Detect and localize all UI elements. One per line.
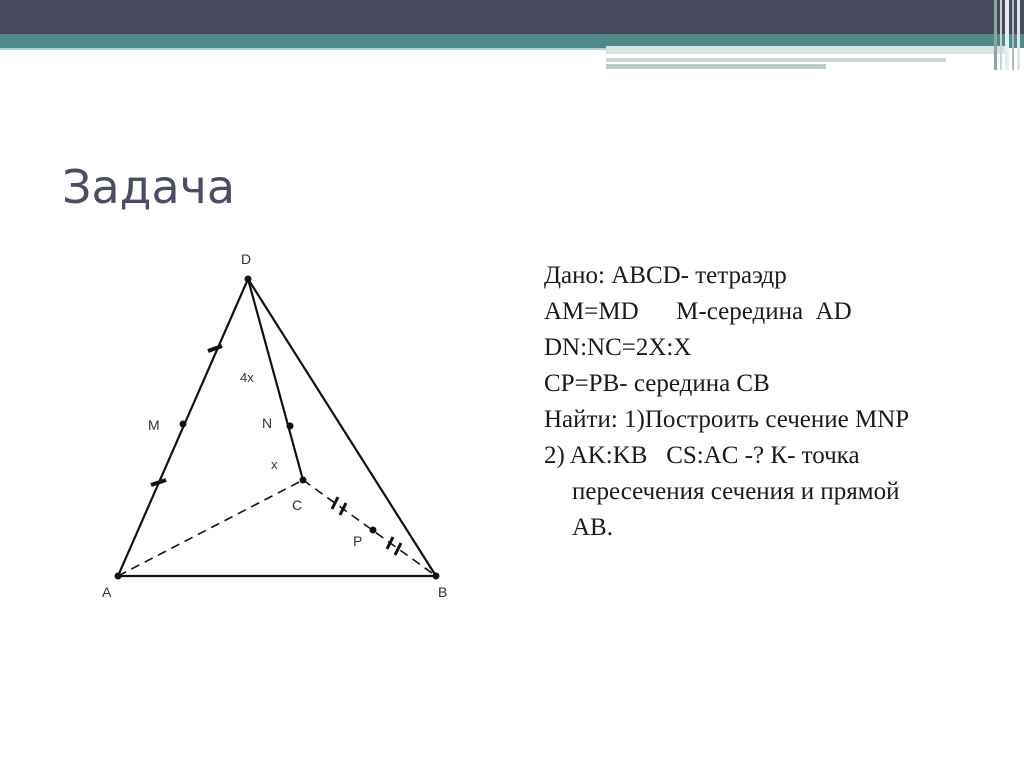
tick-mark (340, 503, 346, 515)
label-length-x: x (271, 457, 278, 472)
point-d (245, 276, 252, 283)
find-line: 2) AK:KB CS:AC -? К- точка пересечения сечения и прямой AB. (544, 442, 906, 541)
point-n (287, 423, 294, 430)
point-p (370, 527, 377, 534)
header-stripes (992, 0, 1024, 70)
tetrahedron-diagram (80, 240, 480, 610)
header-band-accent (606, 58, 946, 62)
label-d: D (241, 251, 252, 267)
given-line: DN:NC=2X:X (544, 334, 692, 361)
find-line: Найти: 1)Построить сечение MNP (544, 406, 910, 433)
label-p: P (353, 533, 363, 549)
tick-mark (208, 346, 222, 351)
tick-mark (332, 497, 338, 509)
label-b: B (438, 584, 448, 600)
given-line: CP=PB- середина CB (544, 370, 770, 397)
header-band-accent (606, 64, 826, 69)
point-a (115, 573, 122, 580)
tick-mark (151, 480, 166, 485)
problem-text (544, 258, 944, 546)
point-m (180, 421, 187, 428)
edge-ac (118, 480, 303, 576)
edge-dc (248, 279, 303, 480)
given-line: Дано: ABCD- тетраэдр (544, 262, 787, 289)
label-m: M (148, 417, 160, 433)
given-line: AM=MD M-середина AD (544, 298, 852, 325)
label-length-4x: 4x (240, 370, 254, 385)
label-n: N (262, 415, 273, 431)
edge-cb (303, 480, 436, 576)
edge-db (248, 279, 436, 576)
label-c: C (292, 497, 303, 513)
label-a: A (102, 584, 112, 600)
tick-mark (395, 543, 401, 555)
header-band-dark (0, 0, 1024, 34)
header-band-thin (0, 48, 606, 50)
point-b (433, 573, 440, 580)
point-c (300, 477, 307, 484)
slide-title: Задача (62, 160, 236, 214)
tick-mark (387, 537, 393, 549)
header-band-accent (606, 46, 1006, 54)
